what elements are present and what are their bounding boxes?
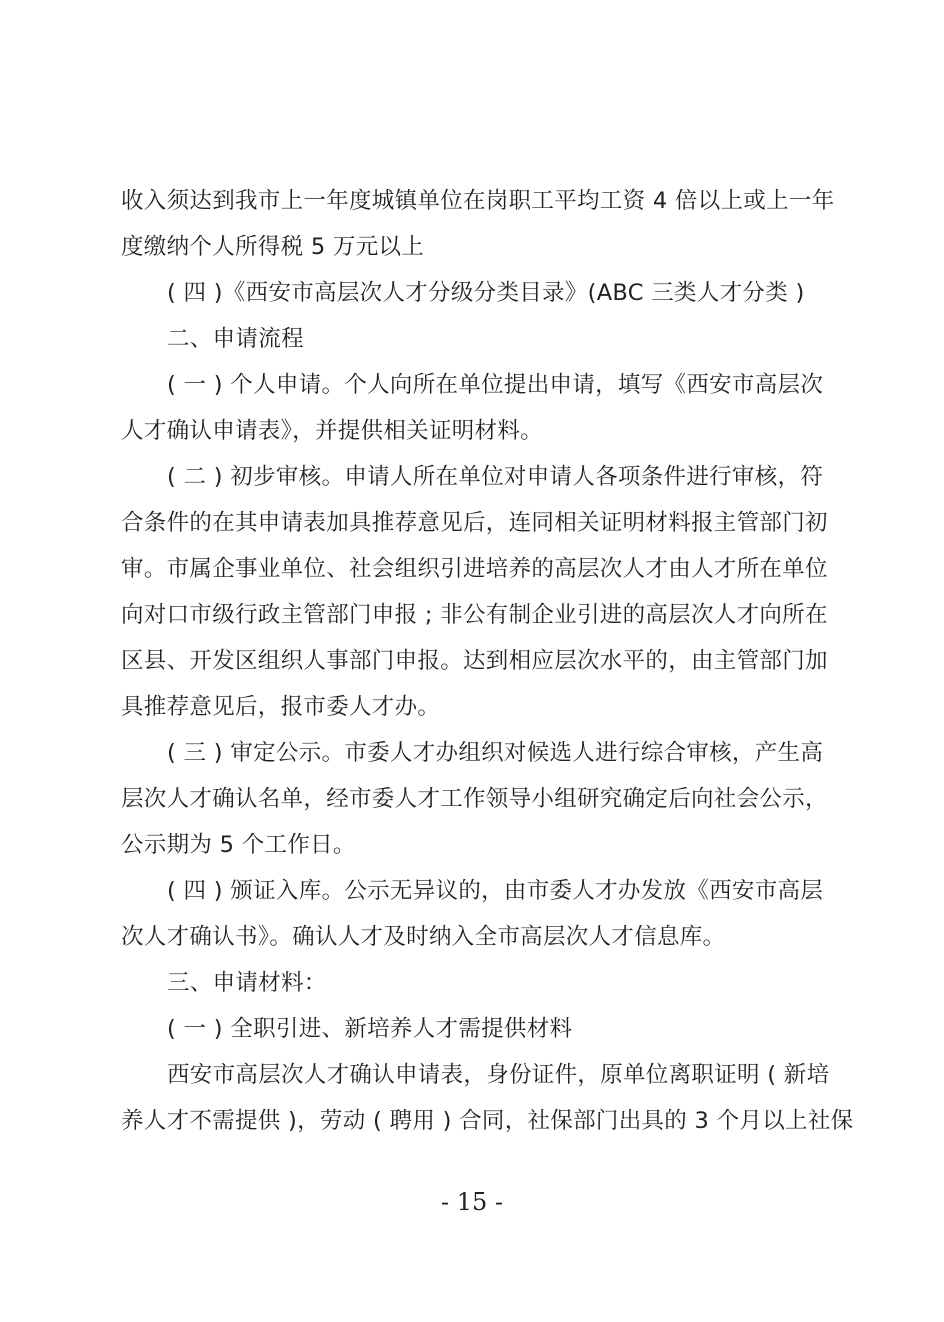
paragraph-materials-line-1: 西安市高层次人才确认申请表，身份证件，原单位离职证明 ( 新培 — [167, 1062, 830, 1088]
paragraph-publicity-line-3: 公示期为 5 个工作日。 — [121, 832, 356, 858]
paragraph-materials-line-2: 养人才不需提供 )，劳动 ( 聘用 ) 合同，社保部门出具的 3 个月以上社保 — [121, 1108, 854, 1134]
section-heading-application-process: 二、申请流程 — [167, 326, 304, 352]
paragraph-initial-review-line-3: 审。市属企事业单位、社会组织引进培养的高层次人才由人才所在单位 — [121, 556, 828, 582]
paragraph-initial-review-line-6: 具推荐意见后，报市委人才办。 — [121, 694, 441, 720]
subheading-catalog: ( 四 )《西安市高层次人才分级分类目录》(ABC 三类人才分类 ) — [167, 280, 805, 306]
section-heading-application-materials: 三、申请材料： — [167, 970, 327, 996]
paragraph-publicity-line-2: 层次人才确认名单，经市委人才工作领导小组研究确定后向社会公示， — [121, 786, 828, 812]
body-line-2: 度缴纳个人所得税 5 万元以上 — [121, 234, 425, 260]
subheading-fulltime-materials: ( 一 ) 全职引进、新培养人才需提供材料 — [167, 1016, 573, 1042]
page-number: - 15 - — [440, 1188, 503, 1216]
paragraph-initial-review-line-2: 合条件的在其申请表加具推荐意见后，连同相关证明材料报主管部门初 — [121, 510, 828, 536]
paragraph-certification-line-2: 次人才确认书》。确认人才及时纳入全市高层次人才信息库。 — [121, 924, 726, 950]
paragraph-initial-review-line-1: ( 二 ) 初步审核。申请人所在单位对申请人各项条件进行审核，符 — [167, 464, 824, 490]
paragraph-initial-review-line-5: 区县、开发区组织人事部门申报。达到相应层次水平的，由主管部门加 — [121, 648, 828, 674]
paragraph-personal-application-line-1: ( 一 ) 个人申请。个人向所在单位提出申请，填写《西安市高层次 — [167, 372, 824, 398]
paragraph-publicity-line-1: ( 三 ) 审定公示。市委人才办组织对候选人进行综合审核，产生高 — [167, 740, 824, 766]
document-body — [121, 181, 854, 1147]
paragraph-personal-application-line-2: 人才确认申请表》，并提供相关证明材料。 — [121, 418, 543, 444]
paragraph-initial-review-line-4: 向对口市级行政主管部门申报 ; 非公有制企业引进的高层次人才向所在 — [121, 602, 828, 628]
body-line-1: 收入须达到我市上一年度城镇单位在岗职工平均工资 4 倍以上或上一年 — [121, 188, 835, 214]
paragraph-certification-line-1: ( 四 ) 颁证入库。公示无异议的，由市委人才办发放《西安市高层 — [167, 878, 824, 904]
